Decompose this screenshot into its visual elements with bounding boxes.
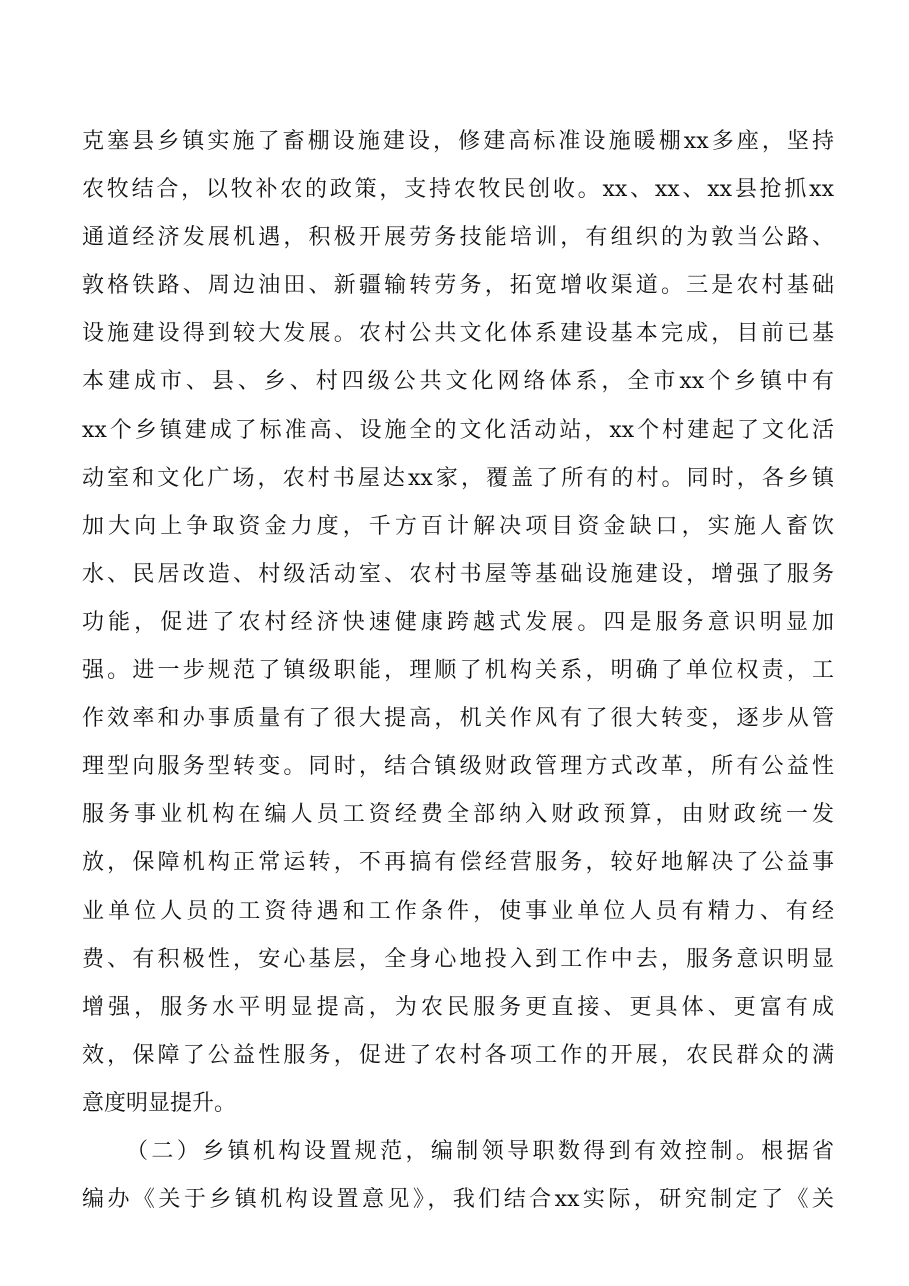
text-line-20: 效，保障了公益性服务，促进了农村各项工作的开展，农民群众的满 (82, 1042, 834, 1068)
text-line-1: 克塞县乡镇实施了畜棚设施建设，修建高标准设施暖棚xx多座，坚持 (82, 129, 834, 154)
body-text (82, 118, 834, 1224)
text-line-18: 费、有积极性，安心基层，全身心地投入到工作中去，服务意识明显 (82, 946, 834, 972)
text-line-5: 设施建设得到较大发展。农村公共文化体系建设基本完成，目前已基 (82, 321, 834, 347)
text-line-15: 服务事业机构在编人员工资经费全部纳入财政预算，由财政统一发 (82, 802, 834, 828)
text-line-9: 加大向上争取资金力度，千方百计解决项目资金缺口，实施人畜饮 (82, 513, 834, 539)
section-heading-line: （二）乡镇机构设置规范，编制领导职数得到有效控制。根据省 (126, 1138, 834, 1164)
text-line-10: 水、民居改造、村级活动室、农村书屋等基础设施建设，增强了服务 (82, 561, 834, 587)
text-line-6: 本建成市、县、乡、村四级公共文化网络体系，全市xx个乡镇中有 (82, 369, 834, 395)
text-line-23: 编办《关于乡镇机构设置意见》，我们结合xx实际，研究制定了《关 (82, 1187, 834, 1213)
text-line-13: 作效率和办事质量有了很大提高，机关作风有了很大转变，逐步从管 (82, 706, 834, 732)
text-line-21: 意度明显提升。 (82, 1090, 237, 1116)
text-line-12: 强。进一步规范了镇级职能，理顺了机构关系，明确了单位权责，工 (82, 658, 834, 684)
text-line-2: 农牧结合，以牧补农的政策，支持农牧民创收。xx、xx、xx县抢抓xx (82, 177, 834, 203)
text-line-14: 理型向服务型转变。同时，结合镇级财政管理方式改革，所有公益性 (82, 754, 834, 780)
text-line-11: 功能，促进了农村经济快速健康跨越式发展。四是服务意识明显加 (82, 609, 834, 635)
text-line-17: 业单位人员的工资待遇和工作条件，使事业单位人员有精力、有经 (82, 898, 834, 924)
text-line-7: xx个乡镇建成了标准高、设施全的文化活动站，xx个村建起了文化活 (82, 417, 834, 443)
text-line-3: 通道经济发展机遇，积极开展劳务技能培训，有组织的为敦当公路、 (82, 225, 834, 251)
text-line-4: 敦格铁路、周边油田、新疆输转劳务，拓宽增收渠道。三是农村基础 (82, 273, 834, 299)
text-line-16: 放，保障机构正常运转，不再搞有偿经营服务，较好地解决了公益事 (82, 850, 834, 876)
text-line-8: 动室和文化广场，农村书屋达xx家，覆盖了所有的村。同时，各乡镇 (82, 465, 834, 491)
text-line-19: 增强，服务水平明显提高，为农民服务更直接、更具体、更富有成 (82, 994, 834, 1020)
